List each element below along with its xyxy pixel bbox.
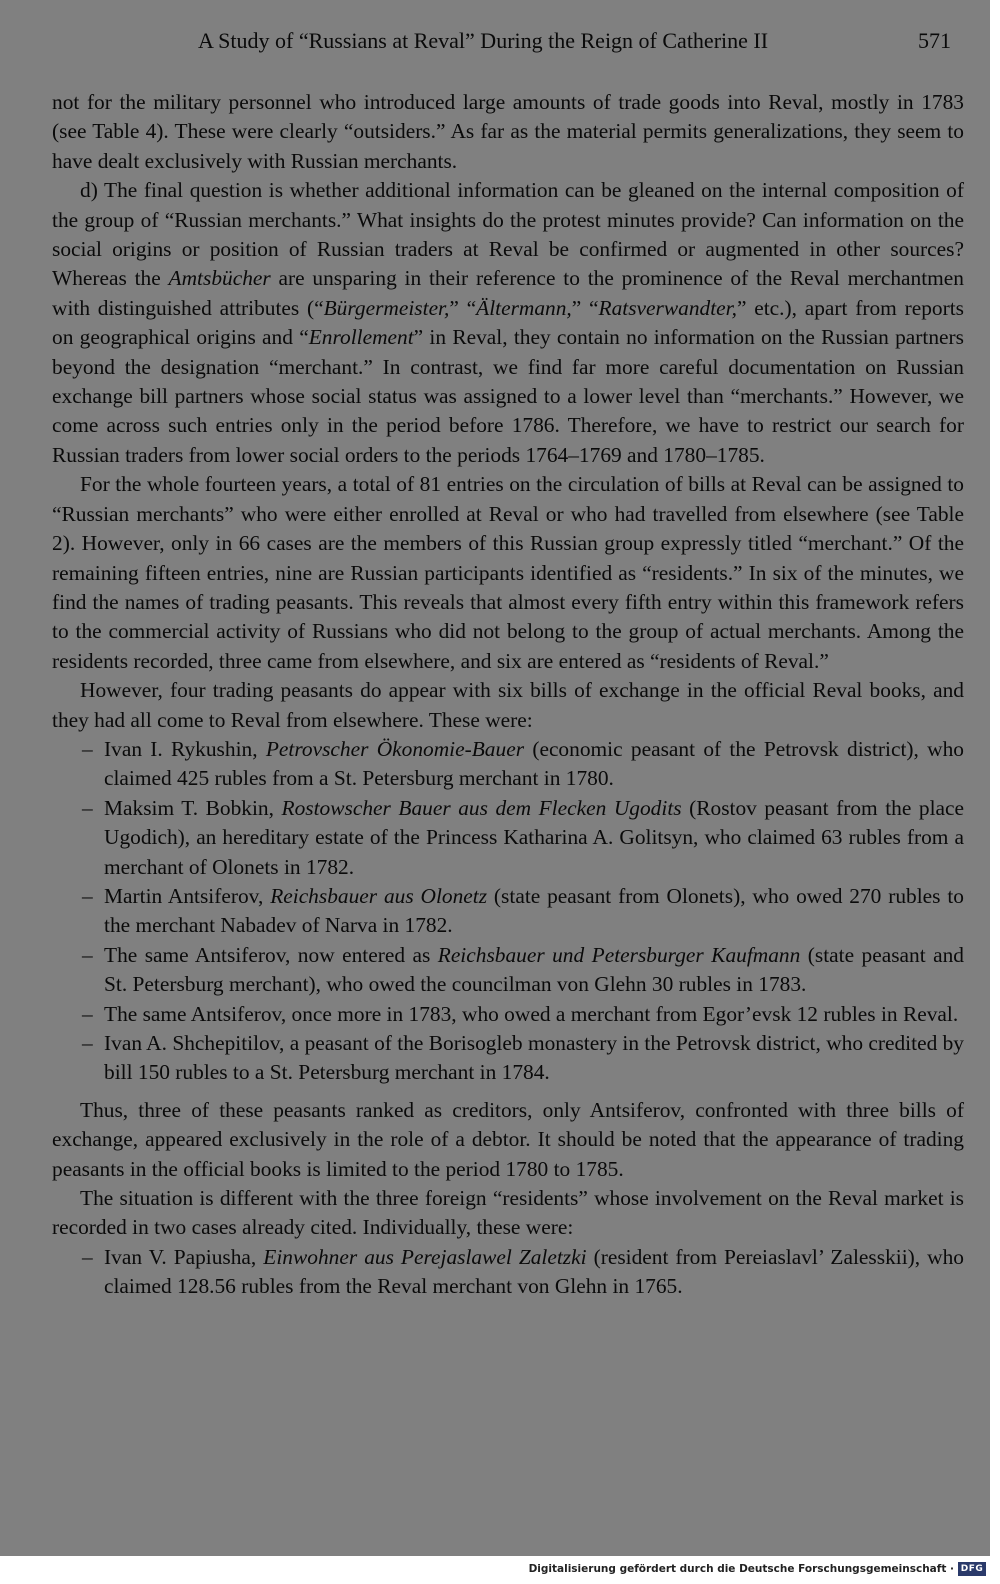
text-run: (state peasant and St. Petersburg merchant), who owed the councilman von Glehn 30 rubles in 1783. bbox=[104, 942, 964, 997]
italic-term: Enrollement bbox=[308, 325, 414, 350]
text-run: are unsparing in their reference to the prominence of the Reval merchantmen with distinguished attributes (“ bbox=[52, 266, 964, 320]
page-number: 571 bbox=[918, 28, 951, 53]
text-run: (state peasant from Olonets), who owed 270 rubles to the merchant Nabadev of Narva in 1782. bbox=[104, 883, 964, 938]
paragraph-4: However, four trading peasants do appear with six bills of exchange in the official Reval books, and they had all come to Reval from elsewhere. These were: bbox=[52, 678, 964, 732]
text-run: (Rostov peasant from the place Ugodich), an hereditary estate of the Princess Katharina A. Golitsyn, who claimed 63 rubles from a merchant of Olonets in 1782. bbox=[104, 795, 964, 879]
text-run: Ivan A. Shchepitilov, a peasant of the Borisogleb monastery in the Petrovsk district, who credited by bill 150 rubles to a St. Petersburg merchant in 1784. bbox=[104, 1031, 965, 1085]
list-item bbox=[104, 882, 964, 941]
italic-term: Ratsverwandter, bbox=[598, 295, 737, 320]
text-run: ” etc.), apart from reports on geographical origins and “ bbox=[52, 295, 964, 350]
list-item bbox=[104, 941, 964, 1000]
italic-term: Amtsbücher bbox=[168, 266, 271, 291]
text-run: ” in Reval, they contain no information on the Russian partners beyond the designation “merchant.” In contrast, we find far more careful documentation on Russian exchange bill partners whose social status was assigned to a lower level than “merchants.” However, we come across such entries only in the period before 1786. Therefore, we have to restrict our search for Russian traders from lower social orders to the periods 1764–1769 and 1780–1785. bbox=[52, 325, 964, 467]
peasant-list bbox=[52, 735, 964, 1088]
text-run: Maksim T. Bobkin, bbox=[104, 795, 282, 820]
italic-term: Rostowscher Bauer aus dem Flecken Ugodits bbox=[281, 795, 682, 820]
paragraph-6: The situation is different with the three foreign “residents” whose involvement on the Reval market is recorded in two cases already cited. Individually, these were: bbox=[52, 1186, 964, 1240]
dfg-logo: DFG bbox=[958, 1562, 986, 1576]
list-item bbox=[104, 794, 964, 882]
text-run: ” “ bbox=[571, 295, 599, 320]
text-run: Martin Antsiferov, bbox=[104, 883, 271, 908]
body-text bbox=[52, 88, 964, 1310]
resident-list bbox=[52, 1243, 964, 1302]
list-item bbox=[104, 1000, 964, 1029]
list-item bbox=[104, 1029, 964, 1088]
italic-term: Reichsbauer aus Olonetz bbox=[270, 883, 488, 908]
running-title: A Study of “Russians at Reval” During the Reign of Catherine II bbox=[198, 28, 769, 53]
italic-term: Ältermann, bbox=[476, 295, 572, 320]
text-run: Ivan V. Papiusha, bbox=[104, 1244, 264, 1269]
paragraph-3: For the whole fourteen years, a total of 81 entries on the circulation of bills at Reval can be assigned to “Russian merchants” who were either enrolled at Reval or who had travelled from elsewhere (see Table 2). However, only in 66 cases are the members of this Russian group expressly titled “merchant.” Of the remaining fifteen entries, nine are Russian participants identified as “residents.” In six of the minutes, we find the names of trading peasants. This reveals that almost every fifth entry within this framework refers to the commercial activity of Russians who did not belong to the group of actual merchants. Among the residents recorded, three came from elsewhere, and six are entered as “residents of Reval.” bbox=[52, 472, 964, 673]
text-run: (resident from Pereiaslavl’ Zalesskii), who claimed 128.56 rubles from the Reval merchant von Glehn in 1765. bbox=[104, 1244, 964, 1299]
list-item bbox=[104, 735, 964, 794]
text-run: (economic peasant of the Petrovsk district), who claimed 425 rubles from a St. Petersburg merchant in 1780. bbox=[104, 736, 965, 791]
paragraph-2 bbox=[52, 176, 964, 470]
italic-term: Reichsbauer und Petersburger Kaufmann bbox=[437, 942, 801, 967]
text-run: d) The final question is whether additional information can be gleaned on the internal composition of the group of “Russian merchants.” What insights do the protest minutes provide? Can information on the social origins or position of Russian traders at Reval be confirmed or augmented in other sources? Whereas the bbox=[52, 178, 964, 291]
text-run: Ivan I. Rykushin, bbox=[104, 736, 266, 761]
paragraph-1: not for the military personnel who introduced large amounts of trade goods into Reval, mostly in 1783 (see Table 4). These were clearly “outsiders.” As far as the material permits generalizations, they seem to have dealt exclusively with Russian merchants. bbox=[52, 90, 964, 173]
funding-credit: Digitalisierung gefördert durch die Deutsche Forschungsgemeinschaft · bbox=[528, 1563, 954, 1575]
italic-term: Einwohner aus Perejaslawel Zaletzki bbox=[263, 1244, 587, 1269]
list-item bbox=[104, 1243, 964, 1302]
italic-term: Bürgermeister, bbox=[323, 295, 450, 320]
italic-term: Petrovscher Ökonomie-Bauer bbox=[265, 736, 525, 761]
text-run: The same Antsiferov, now entered as bbox=[104, 942, 438, 967]
text-run: The same Antsiferov, once more in 1783, who owed a merchant from Egor’evsk 12 rubles in Reval. bbox=[104, 1001, 959, 1026]
paragraph-5: Thus, three of these peasants ranked as creditors, only Antsiferov, confronted with three bills of exchange, appeared exclusively in the role of a debtor. It should be noted that the appearance of trading peasants in the official books is limited to the period 1780 to 1785. bbox=[52, 1097, 964, 1181]
running-header bbox=[0, 25, 990, 57]
text-run: ” “ bbox=[449, 295, 477, 320]
digitization-footer bbox=[0, 1556, 1000, 1584]
